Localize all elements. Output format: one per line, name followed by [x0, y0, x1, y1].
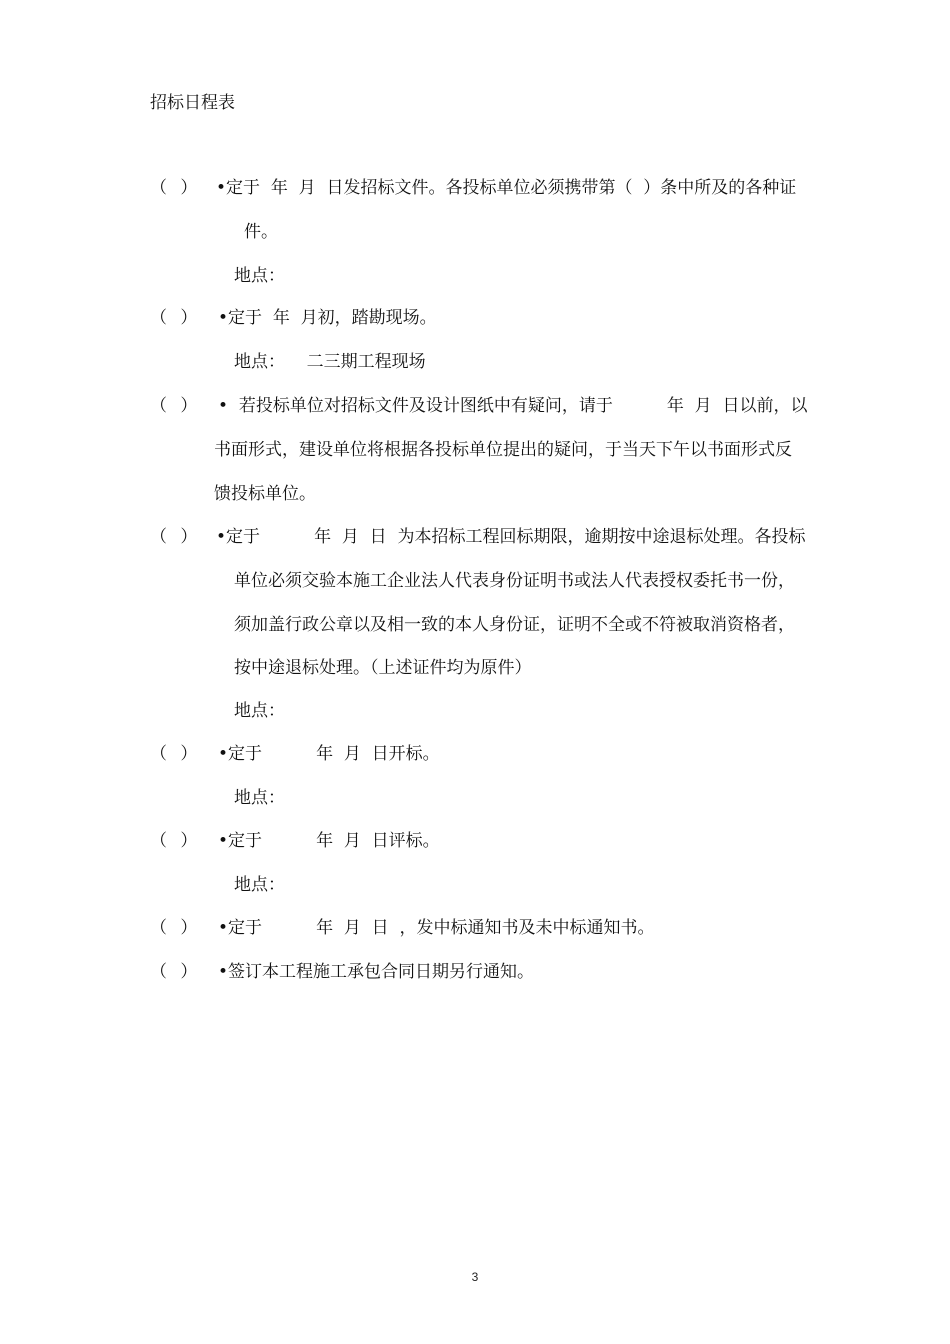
item-1-text-line-1: •定于 年 月 日发招标文件。各投标单位必须携带第（ ）条中所及的各种证 — [216, 178, 797, 198]
item-7-text-line-1: •定于 年 月 日 ，发中标通知书及未中标通知书。 — [218, 918, 655, 938]
item-6-parenthesis: （ ） — [150, 831, 202, 851]
item-4-parenthesis: （ ） — [150, 527, 202, 547]
item-6-text-line-1: •定于 年 月 日评标。 — [218, 831, 440, 851]
item-4-text-line-2: 单位必须交验本施工企业法人代表身份证明书或法人代表授权委托书一份， — [234, 571, 795, 591]
item-1-text-line-2: 件。 — [244, 222, 278, 242]
item-1-parenthesis: （ ） — [150, 178, 202, 198]
page-number: 3 — [471, 1270, 479, 1284]
item-2-location: 地点： 二三期工程现场 — [234, 352, 426, 372]
item-3-text-line-1: • 若投标单位对招标文件及设计图纸中有疑问，请于 年 月 日以前，以 — [218, 396, 808, 416]
item-3-text-line-2: 书面形式，建设单位将根据各投标单位提出的疑问，于当天下午以书面形式反 — [214, 440, 792, 460]
document-title: 招标日程表 — [150, 93, 235, 113]
item-8-text-line-1: •签订本工程施工承包合同日期另行通知。 — [218, 962, 535, 982]
item-8-parenthesis: （ ） — [150, 962, 202, 982]
item-5-location: 地点： — [234, 788, 285, 808]
item-3-parenthesis: （ ） — [150, 396, 202, 416]
item-2-text-line-1: •定于 年 月初，踏勘现场。 — [218, 308, 437, 328]
item-3-text-line-3: 馈投标单位。 — [214, 484, 316, 504]
item-1-location: 地点： — [234, 266, 285, 286]
item-6-location: 地点： — [234, 875, 285, 895]
item-4-text-line-1: •定于 年 月 日 为本招标工程回标期限，逾期按中途退标处理。各投标 — [216, 527, 806, 547]
item-4-text-line-3: 须加盖行政公章以及相一致的本人身份证，证明不全或不符被取消资格者， — [234, 615, 795, 635]
item-7-parenthesis: （ ） — [150, 918, 202, 938]
item-4-text-line-4: 按中途退标处理。（上述证件均为原件） — [234, 658, 532, 678]
item-5-text-line-1: •定于 年 月 日开标。 — [218, 744, 440, 764]
item-2-parenthesis: （ ） — [150, 308, 202, 328]
item-4-location: 地点： — [234, 701, 285, 721]
item-5-parenthesis: （ ） — [150, 744, 202, 764]
